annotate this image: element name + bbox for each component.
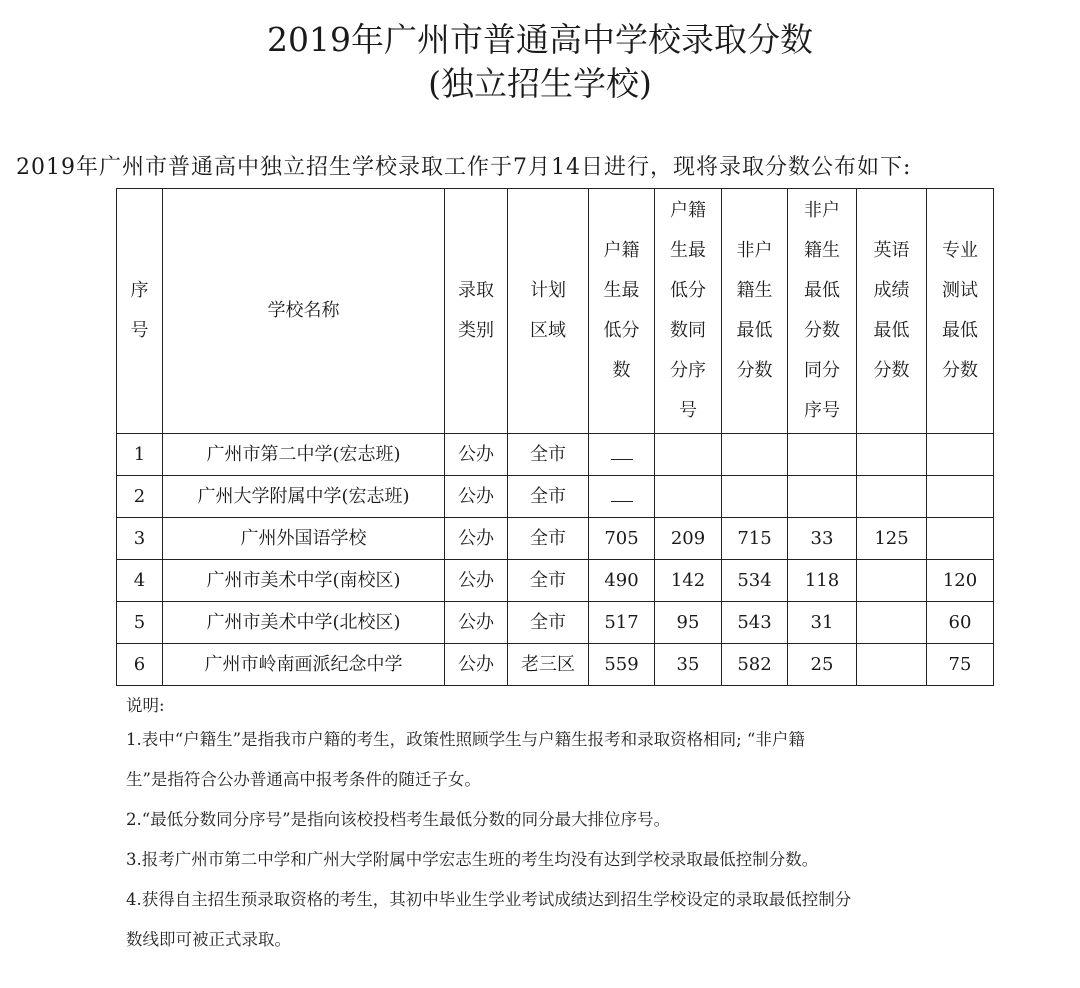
cell-special: 75 — [927, 644, 994, 686]
cell-type: 公办 — [445, 602, 508, 644]
header-text-index: 序 号 — [130, 280, 149, 341]
cell-nonlocal-rank: 118 — [788, 560, 857, 602]
header-text-local-min: 户籍 生最 低分 数 — [603, 240, 640, 381]
cell-type: 公办 — [445, 476, 508, 518]
cell-local-min: 705 — [589, 518, 655, 560]
cell-local-rank: 35 — [655, 644, 722, 686]
table-row — [117, 476, 994, 518]
cell-nonlocal-rank — [788, 434, 857, 476]
note-2: 2.“最低分数同分序号”是指向该校投档考生最低分数的同分最大排位序号。 — [126, 810, 671, 829]
cell-type: 公办 — [445, 644, 508, 686]
cell-english — [857, 560, 927, 602]
admission-score-table — [116, 188, 994, 686]
cell-index: 6 — [117, 644, 163, 686]
page-title: 2019年广州市普通高中学校录取分数 — [267, 20, 813, 59]
header-text-english: 英语 成绩 最低 分数 — [873, 240, 910, 381]
cell-local-min: 517 — [589, 602, 655, 644]
cell-local-min: 559 — [589, 644, 655, 686]
cell-index: 1 — [117, 434, 163, 476]
cell-nonlocal-min: 715 — [722, 518, 788, 560]
cell-local-rank: 142 — [655, 560, 722, 602]
cell-nonlocal-min: 543 — [722, 602, 788, 644]
cell-area: 老三区 — [508, 644, 589, 686]
cell-local-rank — [655, 476, 722, 518]
header-local-min — [589, 189, 655, 434]
cell-school-name: 广州市岭南画派纪念中学 — [163, 644, 445, 686]
cell-area: 全市 — [508, 602, 589, 644]
intro-text: 2019年广州市普通高中独立招生学校录取工作于7月14日进行，现将录取分数公布如下: — [16, 155, 912, 180]
cell-special — [927, 434, 994, 476]
cell-school-name: 广州市美术中学(南校区) — [163, 560, 445, 602]
cell-special: 60 — [927, 602, 994, 644]
table-row — [117, 602, 994, 644]
dash-mark — [611, 445, 633, 460]
cell-nonlocal-min — [722, 476, 788, 518]
header-text-area: 计划 区域 — [530, 280, 566, 341]
header-nonlocal-rank — [788, 189, 857, 434]
cell-local-min — [589, 434, 655, 476]
cell-area: 全市 — [508, 560, 589, 602]
cell-special: 120 — [927, 560, 994, 602]
cell-type: 公办 — [445, 434, 508, 476]
header-text-nonlocal-min: 非户 籍生 最低 分数 — [736, 240, 773, 381]
table-row — [117, 644, 994, 686]
header-type — [445, 189, 508, 434]
table-header-row — [117, 189, 994, 434]
cell-school-name: 广州市美术中学(北校区) — [163, 602, 445, 644]
cell-local-min — [589, 476, 655, 518]
cell-nonlocal-min: 582 — [722, 644, 788, 686]
cell-nonlocal-rank: 25 — [788, 644, 857, 686]
header-school: 学校名称 — [163, 189, 445, 434]
cell-nonlocal-rank: 31 — [788, 602, 857, 644]
cell-area: 全市 — [508, 518, 589, 560]
cell-english — [857, 434, 927, 476]
cell-english — [857, 644, 927, 686]
cell-local-min: 490 — [589, 560, 655, 602]
cell-index: 4 — [117, 560, 163, 602]
cell-nonlocal-rank: 33 — [788, 518, 857, 560]
page-subtitle: (独立招生学校) — [428, 64, 652, 103]
notes-heading: 说明: — [126, 696, 165, 715]
table-row — [117, 434, 994, 476]
cell-index: 3 — [117, 518, 163, 560]
cell-index: 2 — [117, 476, 163, 518]
cell-local-rank: 95 — [655, 602, 722, 644]
header-text-local-rank: 户籍 生最 低分 数同 分序 号 — [670, 200, 706, 421]
table-row — [117, 560, 994, 602]
cell-index: 5 — [117, 602, 163, 644]
table-row — [117, 518, 994, 560]
cell-type: 公办 — [445, 518, 508, 560]
note-4-line-2: 数线即可被正式录取。 — [126, 930, 291, 949]
cell-type: 公办 — [445, 560, 508, 602]
cell-local-rank: 209 — [655, 518, 722, 560]
cell-english: 125 — [857, 518, 927, 560]
cell-special — [927, 518, 994, 560]
note-1-line-2: 生”是指符合公办普通高中报考条件的随迁子女。 — [126, 770, 481, 789]
cell-english — [857, 602, 927, 644]
note-3: 3.报考广州市第二中学和广州大学附属中学宏志生班的考生均没有达到学校录取最低控制分数。 — [126, 850, 819, 869]
header-local-rank — [655, 189, 722, 434]
cell-area: 全市 — [508, 476, 589, 518]
header-index — [117, 189, 163, 434]
note-4-line-1: 4.获得自主招生预录取资格的考生，其初中毕业生学业考试成绩达到招生学校设定的录取最低控制分 — [126, 890, 852, 909]
cell-local-rank — [655, 434, 722, 476]
cell-school-name: 广州市第二中学(宏志班) — [163, 434, 445, 476]
header-special — [927, 189, 994, 434]
cell-area: 全市 — [508, 434, 589, 476]
header-text-special: 专业 测试 最低 分数 — [942, 240, 978, 381]
cell-special — [927, 476, 994, 518]
header-nonlocal-min — [722, 189, 788, 434]
header-area — [508, 189, 589, 434]
cell-nonlocal-min: 534 — [722, 560, 788, 602]
cell-english — [857, 476, 927, 518]
cell-nonlocal-rank — [788, 476, 857, 518]
notes-section — [126, 692, 1006, 960]
cell-school-name: 广州外国语学校 — [163, 518, 445, 560]
header-text-nonlocal-rank: 非户 籍生 最低 分数 同分 序号 — [804, 200, 840, 421]
cell-school-name: 广州大学附属中学(宏志班) — [163, 476, 445, 518]
note-1-line-1: 1.表中“户籍生”是指我市户籍的考生，政策性照顾学生与户籍生报考和录取资格相同; “非户籍 — [126, 730, 805, 749]
header-english — [857, 189, 927, 434]
header-text-type: 录取 类别 — [458, 280, 494, 341]
cell-nonlocal-min — [722, 434, 788, 476]
dash-mark — [611, 487, 633, 502]
